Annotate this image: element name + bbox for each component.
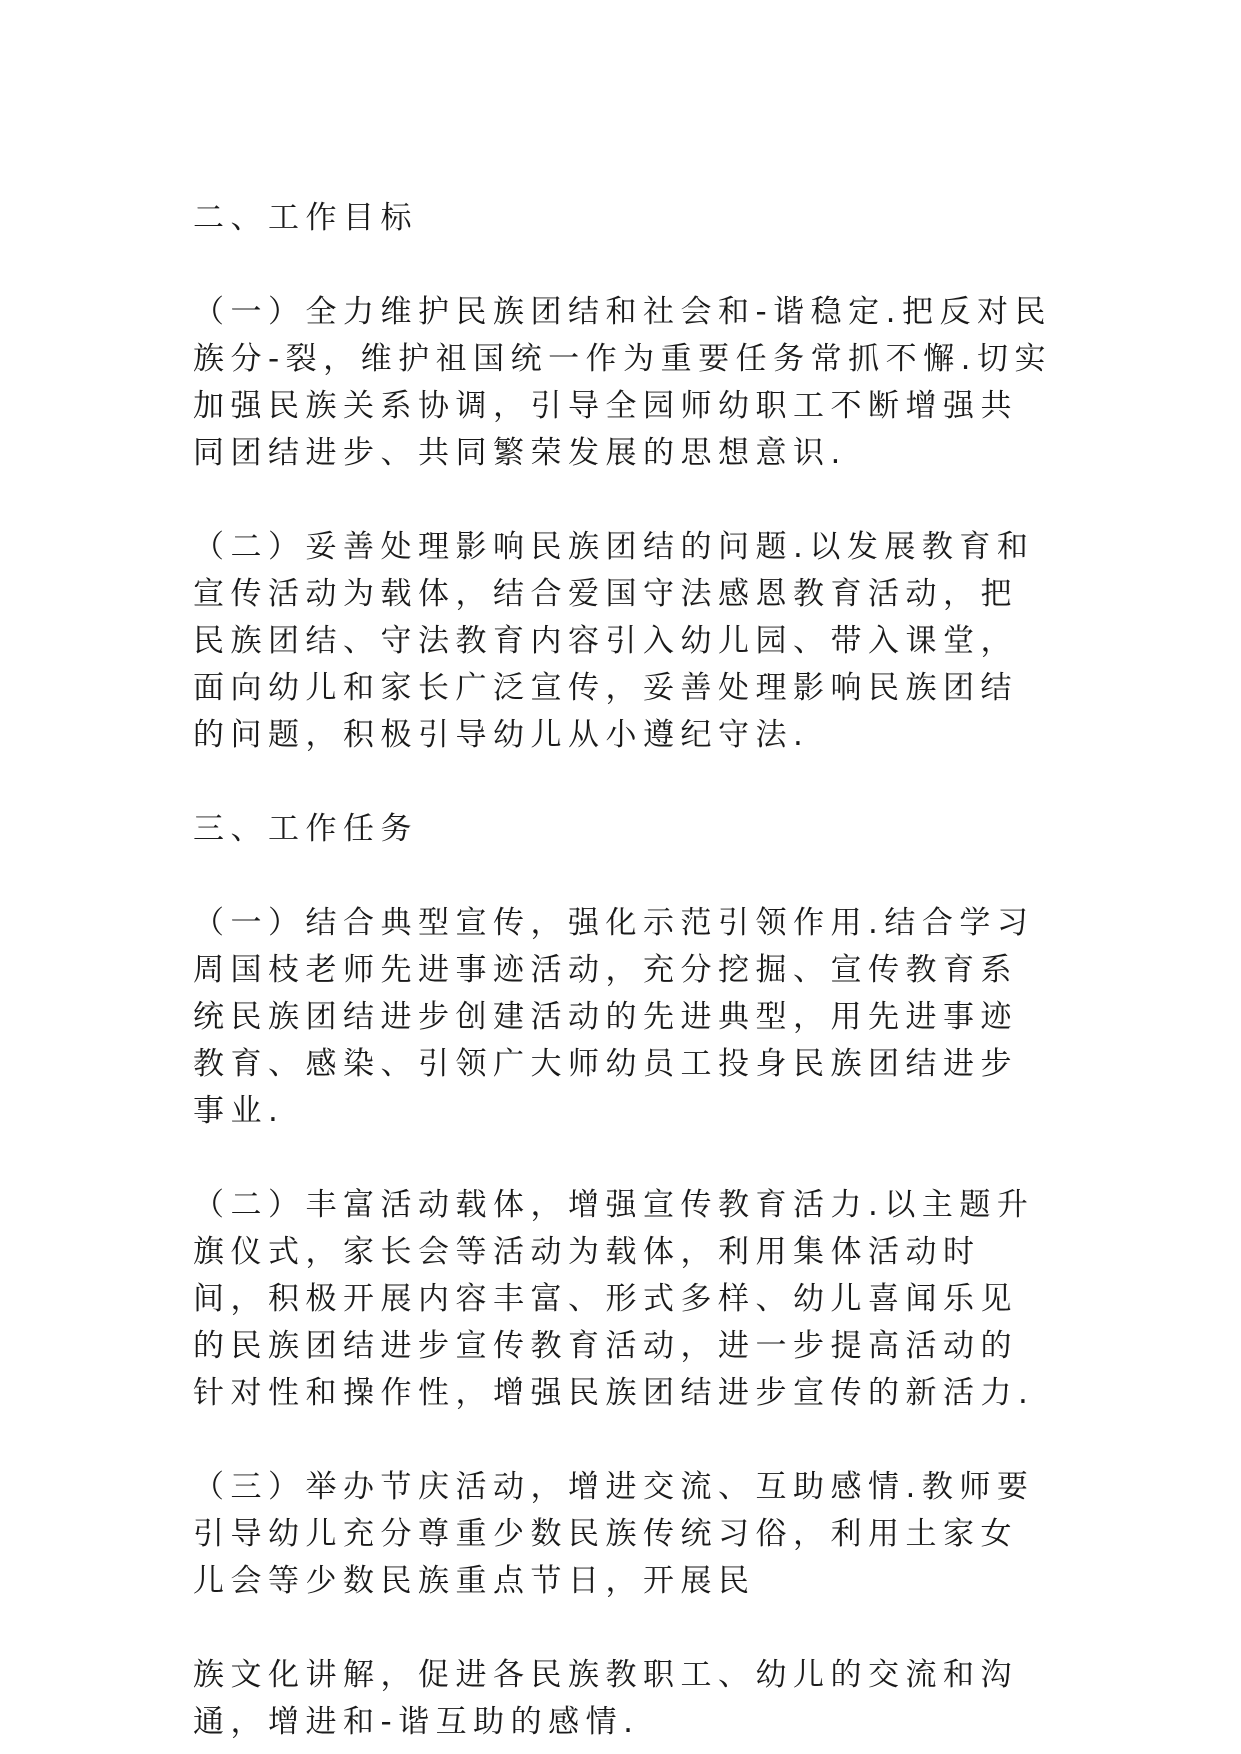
section-heading-goals: 二、工作目标 — [193, 200, 418, 236]
goal-paragraph-2: （二）妥善处理影响民族团结的问题.以发展教育和宣传活动为载体，结合爱国守法感恩教育活动，把民族团结、守法教育内容引入幼儿园、带入课堂，面向幼儿和家长广泛宣传，妥善处理影响民族团结的问题，积极引导幼儿从小遵纪守法. — [193, 529, 1035, 753]
task-paragraph-1: （一）结合典型宣传，强化示范引领作用.结合学习周国枝老师先进事迹活动，充分挖掘、宣传教育系统民族团结进步创建活动的先进典型，用先进事迹教育、感染、引领广大师幼员工投身民族团结进步事业. — [193, 905, 1035, 1129]
paragraph-spacer — [193, 477, 1053, 524]
paragraph-spacer — [193, 853, 1053, 900]
document-body — [193, 195, 1053, 1746]
paragraph-spacer — [193, 1605, 1053, 1652]
paragraph-spacer — [193, 1417, 1053, 1464]
goal-paragraph-1: （一）全力维护民族团结和社会和-谐稳定.把反对民族分-裂，维护祖国统一作为重要任务常抓不懈.切实加强民族关系协调，引导全园师幼职工不断增强共同团结进步、共同繁荣发展的思想意识. — [193, 294, 1053, 471]
paragraph-spacer — [193, 1135, 1053, 1182]
task-paragraph-3: （三）举办节庆活动，增进交流、互助感情.教师要引导幼儿充分尊重少数民族传统习俗，利用土家女儿会等少数民族重点节日，开展民 — [193, 1469, 1035, 1599]
paragraph-spacer — [193, 242, 1053, 289]
paragraph-spacer — [193, 759, 1053, 806]
section-heading-tasks: 三、工作任务 — [193, 811, 418, 847]
task-paragraph-2: （二）丰富活动载体，增强宣传教育活力.以主题升旗仪式，家长会等活动为载体，利用集体活动时间，积极开展内容丰富、形式多样、幼儿喜闻乐见的民族团结进步宣传教育活动，进一步提高活动的针对性和操作性，增强民族团结进步宣传的新活力. — [193, 1187, 1035, 1411]
task-paragraph-3-continued: 族文化讲解，促进各民族教职工、幼儿的交流和沟通，增进和-谐互助的感情. — [193, 1657, 1018, 1740]
